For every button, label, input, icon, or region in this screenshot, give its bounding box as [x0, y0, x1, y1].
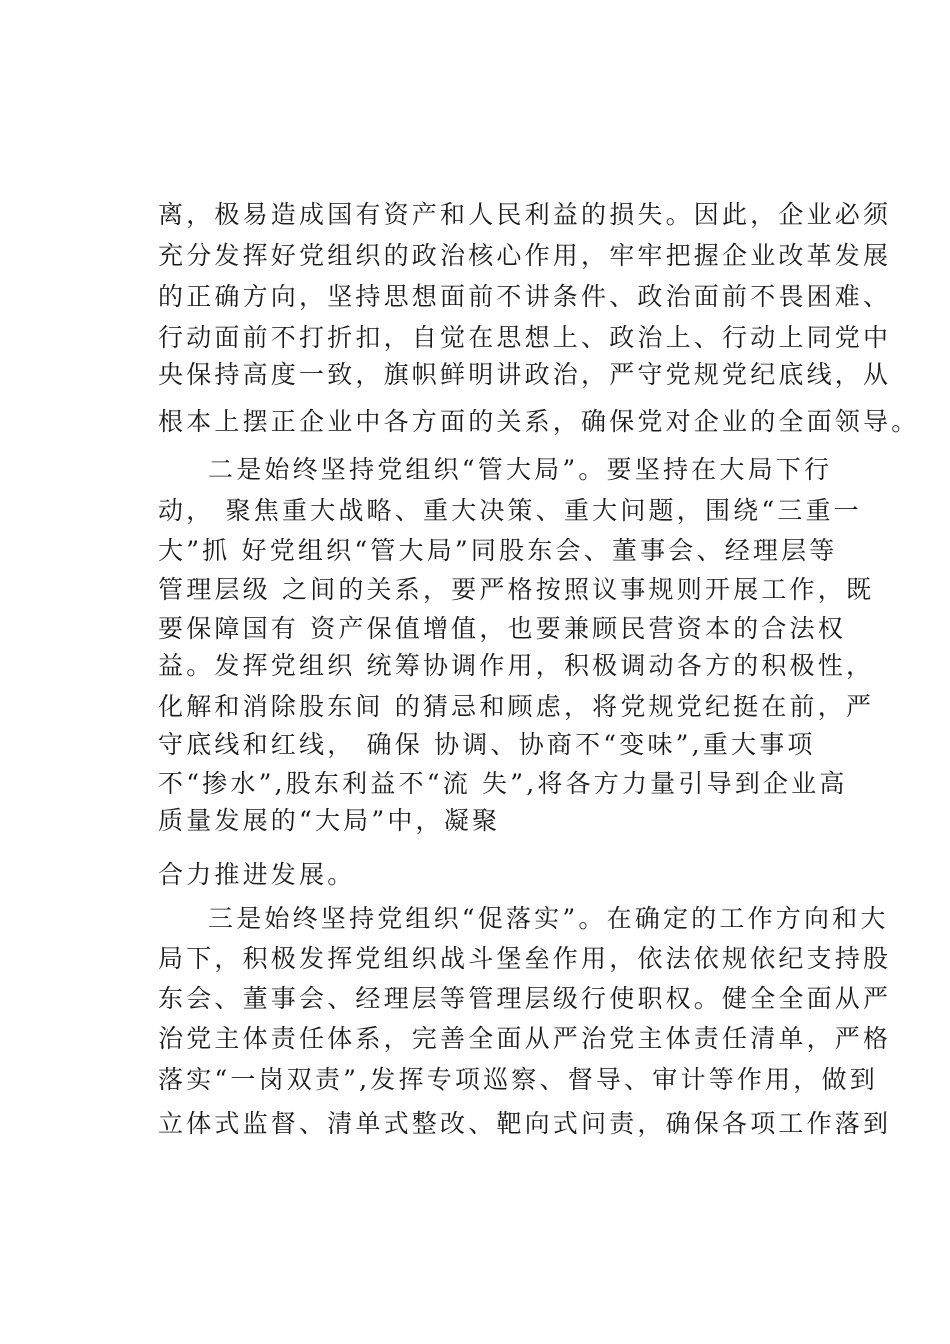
text-line: 东会、董事会、经理层等管理层级行使职权。健全全面从严	[158, 984, 892, 1013]
text-line: 化解和消除股东间 的猜忌和顾虑，将党规党纪挺在前，严	[158, 692, 875, 721]
text-line: 二是始终坚持党组织“管大局”。要坚持在大局下行	[208, 455, 833, 484]
text-line: 大”抓 好党组织“管大局”同股东会、董事会、经理层等	[158, 536, 838, 565]
text-line: 央保持高度一致，旗帜鲜明讲政治，严守党规党纪底线，从	[158, 360, 892, 389]
text-line: 局下，积极发挥党组织战斗堡垒作用，依法依规依纪支持股	[158, 944, 892, 973]
text-line: 治党主体责任体系，完善全面从严治党主体责任清单，严格	[158, 1024, 892, 1053]
text-line: 质量发展的“大局”中，凝聚	[158, 806, 501, 835]
text-line: 合力推进发展。	[158, 860, 356, 889]
text-line: 益。发挥党组织 统筹协调作用，积极调动各方的积极性，	[158, 651, 875, 680]
text-line: 要保障国有 资产保值增值，也要兼顾民营资本的合法权	[158, 614, 846, 643]
text-line: 动， 聚焦重大战略、重大决策、重大问题，围绕“三重一	[158, 496, 862, 525]
text-line: 管理层级 之间的关系，要严格按照议事规则开展工作，既	[158, 575, 875, 604]
text-line: 离，极易造成国有资产和人民利益的损失。因此，企业必须	[158, 200, 892, 229]
text-line: 不“掺水”,股东利益不“流 失”,将各方力量引导到企业高	[158, 769, 848, 798]
text-line: 三是始终坚持党组织“促落实”。在确定的工作方向和大	[208, 904, 889, 933]
text-line: 的正确方向，坚持思想面前不讲条件、政治面前不畏困难、	[158, 282, 892, 311]
text-line: 守底线和红线， 确保 协调、协商不“变味”,重大事项	[158, 730, 816, 759]
text-line: 落实“一岗双责”,发挥专项巡察、督导、审计等作用，做到	[158, 1065, 878, 1094]
text-line: 行动面前不打折扣，自觉在思想上、政治上、行动上同党中	[158, 323, 892, 352]
text-line: 立体式监督、清单式整改、靶向式问责，确保各项工作落到	[158, 1109, 892, 1138]
text-line: 根本上摆正企业中各方面的关系，确保党对企业的全面领导。	[158, 407, 920, 436]
text-line: 充分发挥好党组织的政治核心作用，牢牢把握企业改革发展	[158, 241, 892, 270]
